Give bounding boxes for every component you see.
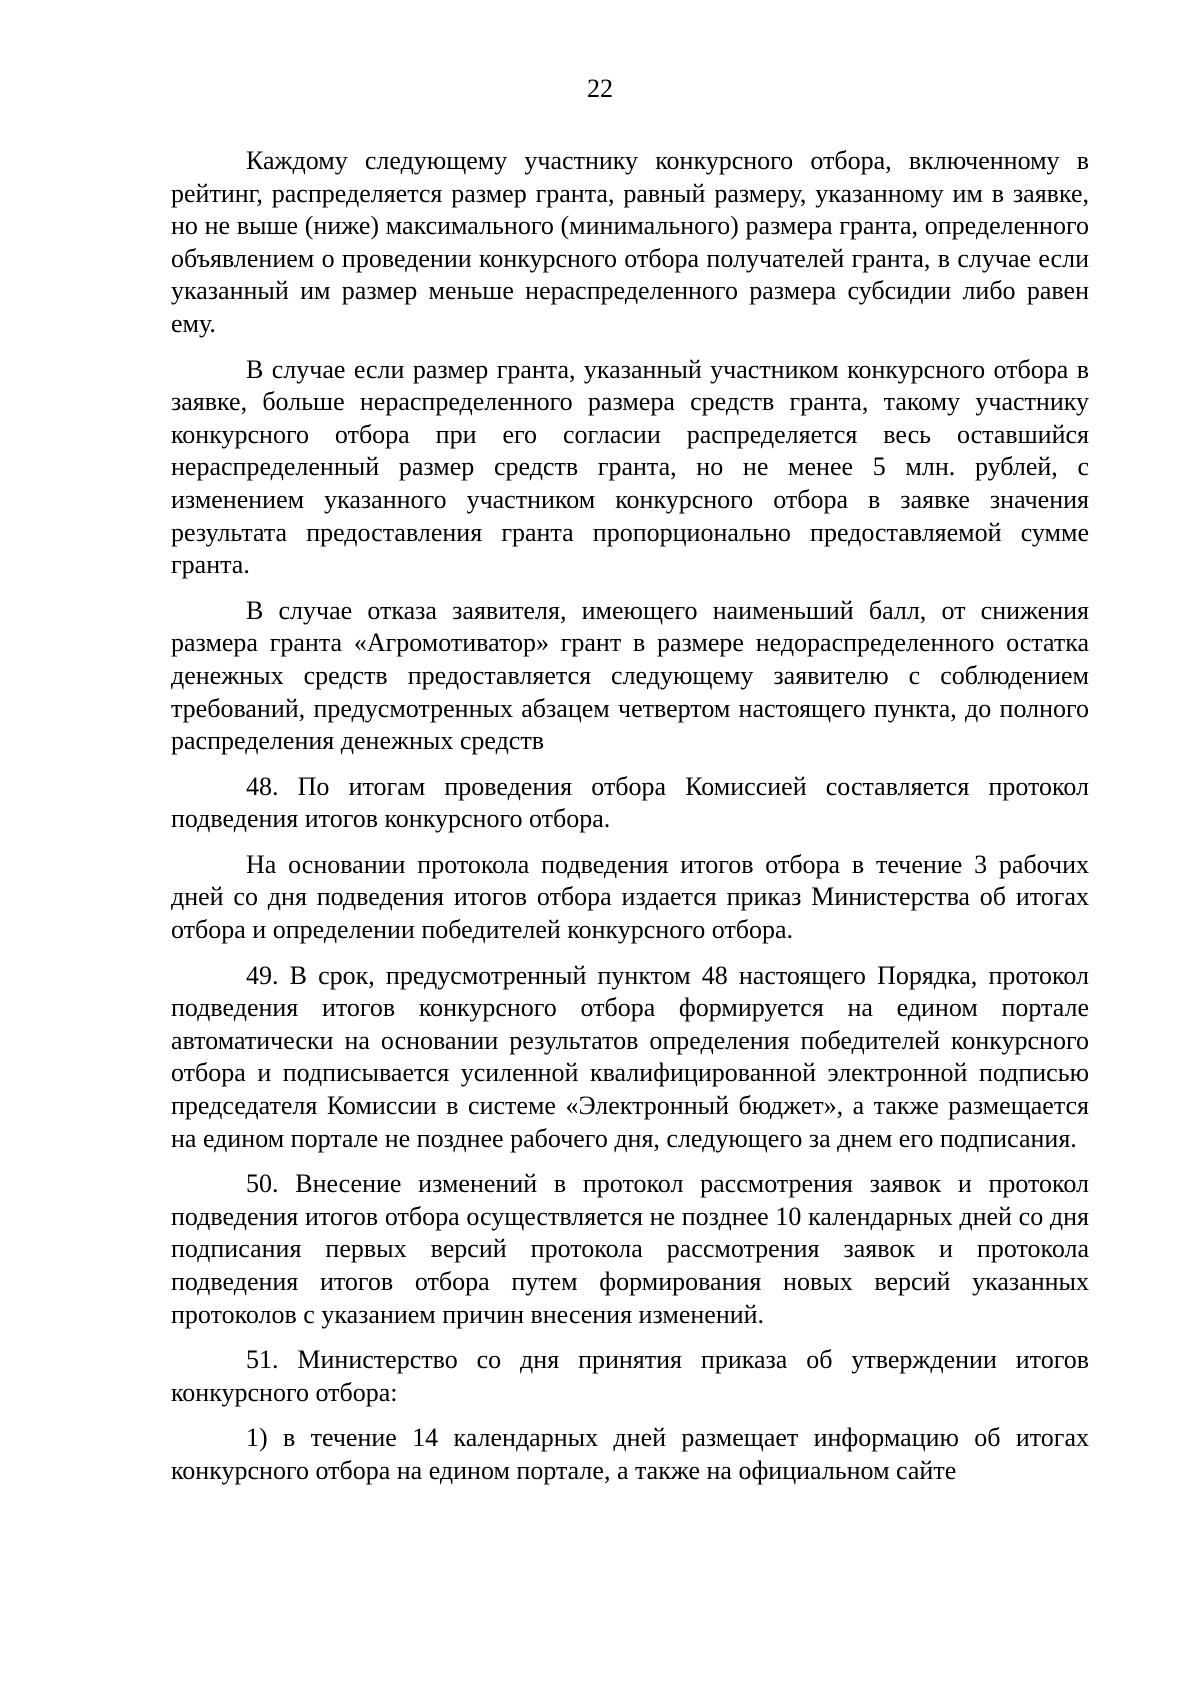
document-body <box>171 145 1089 1501</box>
paragraph-grant-remaining: В случае если размер гранта, указанный участником конкурсного отбора в заявке, больше нераспределенного размера средств гранта, такому участнику конкурсного отбора при его согласии распределяется весь оставшийся нераспределенный размер средств гранта, но не менее 5 млн. рублей, с изменением указанного участником конкурсного отбора в заявке значения результата предоставления гранта пропорционально предоставляемой сумме гранта. <box>171 354 1089 580</box>
paragraph-refusal-case: В случае отказа заявителя, имеющего наименьший балл, от снижения размера гранта «Агромотиватор» грант в размере недораспределенного остатка денежных средств предоставляется следующему заявителю с соблюдением требований, предусмотренных абзацем четвертом настоящего пункта, до полного распределения денежных средств <box>171 595 1089 756</box>
paragraph-item-48: 48. По итогам проведения отбора Комиссией составляется протокол подведения итогов конкурсного отбора. <box>171 771 1089 834</box>
paragraph-item-51-1: 1) в течение 14 календарных дней размещает информацию об итогах конкурсного отбора на едином портале, а также на официальном сайте <box>171 1423 1089 1485</box>
paragraph-order-issue: На основании протокола подведения итогов отбора в течение 3 рабочих дней со дня подведения итогов отбора издается приказ Министерства об итогах отбора и определении победителей конкурсного отбора. <box>171 849 1089 945</box>
paragraph-item-51: 51. Министерство со дня принятия приказа об утверждении итогов конкурсного отбора: <box>171 1345 1089 1407</box>
paragraph-grant-distribution: Каждому следующему участнику конкурсного отбора, включенному в рейтинг, распределяется размер гранта, равный размеру, указанному им в заявке, но не выше (ниже) максимального (минимального) размера гранта, определенного объявлением о проведении конкурсного отбора получателей гранта, в случае если указанный им размер меньше нераспределенного размера субсидии либо равен ему. <box>171 146 1089 338</box>
page-number: 22 <box>587 74 613 103</box>
paragraph-item-49: 49. В срок, предусмотренный пунктом 48 настоящего Порядка, протокол подведения итогов конкурсного отбора формируется на едином портале автоматически на основании результатов определения победителей конкурсного отбора и подписывается усиленной квалифицированной электронной подписью председателя Комиссии в системе «Электронный бюджет», а также размещается на едином портале не позднее рабочего дня, следующего за днем его подписания. <box>171 960 1089 1153</box>
paragraph-item-50: 50. Внесение изменений в протокол рассмотрения заявок и протокол подведения итогов отбора осуществляется не позднее 10 календарных дней со дня подписания первых версий протокола рассмотрения заявок и протокола подведения итогов отбора путем формирования новых версий указанных протоколов с указанием причин внесения изменений. <box>171 1169 1089 1329</box>
